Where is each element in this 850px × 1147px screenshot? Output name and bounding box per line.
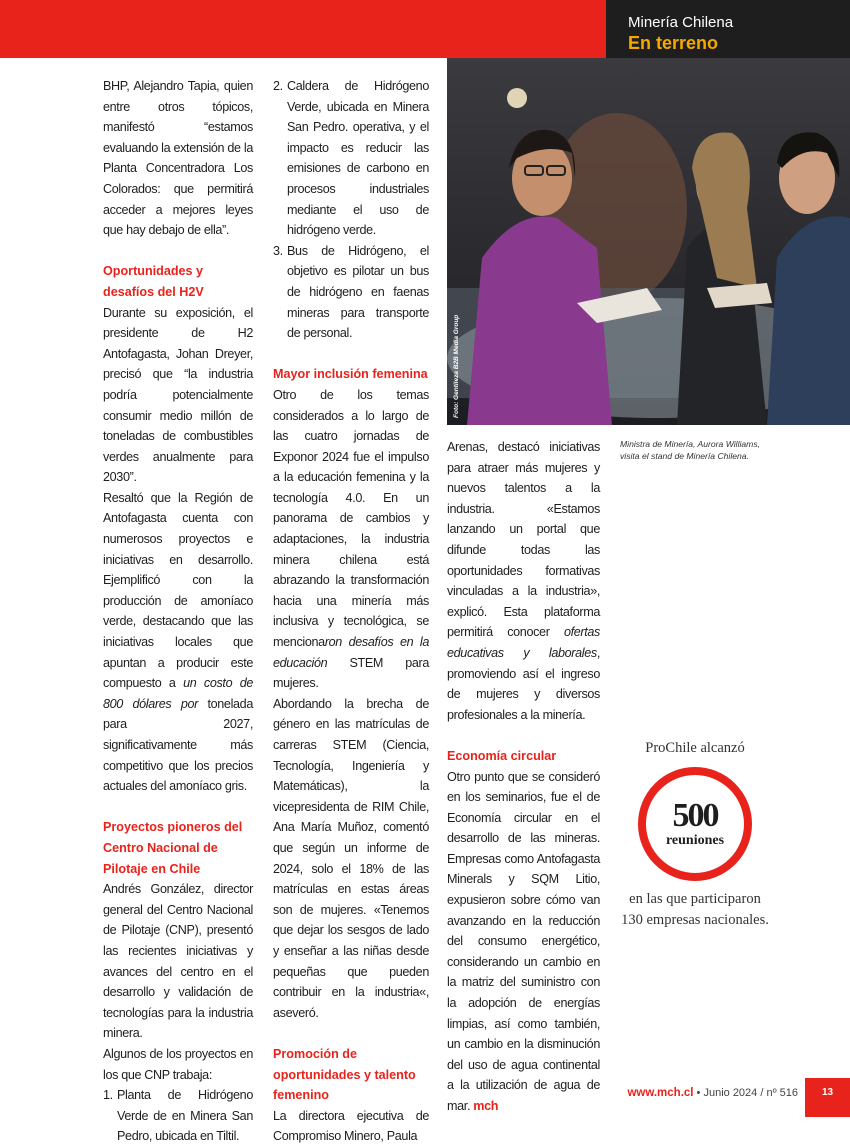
paragraph: Abordando la brecha de género en las matrículas de carreras STEM (Ciencia, Tecnología, Ingeniería y Matemáticas), la vicepresidenta de RIM Chile, Ana María Muñoz, comentó que según un informe de 2024, solo el 18% de las matrículas en estas áreas son de mujeres. «Tenemos que dejar los sesgos de lado y enseñar a las niñas desde pequeñas que pueden contribuir en la industria«, aseveró. [273, 696, 429, 1020]
stat-circle [638, 767, 752, 881]
paragraph: Durante su exposición, el presidente de H2 Antofagasta, Johan Dreyer, precisó que “la industria podría potencialmente consumir medio millón de toneladas de combustibles verdes anualmente para 2030”. [103, 305, 253, 485]
photo-credit: Foto: Gentileza B2B Media Group [453, 314, 460, 418]
column-3 [447, 437, 600, 1117]
stat-sidebar [620, 740, 770, 930]
stat-unit: reuniones [665, 833, 725, 848]
section-heading: Oportunidades y desafíos del H2V [103, 264, 204, 299]
photo-caption: Ministra de Minería, Aurora Williams, visita el stand de Minería Chilena. [620, 439, 761, 461]
project-list [103, 1085, 253, 1147]
paragraph: Andrés González, director general del Centro Nacional de Pilotaje (CNP), presentó las recientes iniciativas y avances del centro en el desarrollo y validación de tecnologías para la industria minera. [103, 882, 253, 1041]
page-number: 13 [805, 1078, 850, 1117]
paragraph: BHP, Alejandro Tapia, quien entre otros tópicos, manifestó “estamos evaluando la extensión de la Planta Concentradora Los Colorados: que permitirá acceder a mejores leyes que hay debajo de ella”. [103, 79, 253, 238]
column-2 [273, 76, 429, 1147]
paragraph: Otro punto que se consideró en los seminarios, fue el de Economía circular en el desarrollo de las mineras. Empresas como Antofagasta Minerals y SQM Litio, expusieron sobre cómo van avanzando en la reducción del consumo energético, considerando un cambio en la matriz del suministro con la adopción de energías limpias, así como también, un cambio en la disminución del uso de agua continental a la utilización de agua de mar. mch [447, 769, 600, 1113]
list-item: 3. Bus de Hidrógeno, el objetivo es pilotar un bus de hidrógeno en faenas mineras para transporte de personal. [273, 243, 429, 341]
stat-description: en las que participaron 130 empresas nacionales. [621, 891, 769, 928]
issue-info: • Junio 2024 / nº 516 [693, 1087, 798, 1099]
section-name: Minería Chilena [628, 14, 734, 31]
paragraph: Arenas, destacó iniciativas para atraer más mujeres y nuevos talentos a la industria. «Estamos lanzando un portal que difunde todas las oportunidades formativas vinculadas a la industria», explicó. Esta plataforma permitirá conocer ofertas educativas y laborales, promoviendo así el ingreso de mujeres y diversos profesionales a la minería. [447, 440, 600, 722]
list-item: 1. Planta de Hidrógeno Verde de en Minera San Pedro, ubicada en Tiltil. [103, 1088, 253, 1144]
section-stripe [600, 0, 606, 58]
section-heading: Economía circular [447, 748, 557, 763]
site-link[interactable]: www.mch.cl [627, 1087, 694, 1099]
footer [627, 1087, 798, 1099]
project-list-continued [273, 76, 429, 344]
section-heading: Mayor inclusión femenina [273, 367, 428, 382]
stat-number: 500 [672, 797, 718, 834]
paragraph: Resaltó que la Región de Antofagasta cuenta con numerosos proyectos e iniciativas en desarrollo. Ejemplificó con la producción de amoníaco verde, destacando que las iniciativas locales que apuntan a producir este compuesto a un costo de 800 dólares por tonelada para 2027, significativamente más competitivo que los precios actuales del amoníaco gris. [103, 490, 254, 794]
photo-illustration [447, 58, 850, 425]
list-item: 2. Caldera de Hidrógeno Verde, ubicada en Minera San Pedro. operativa, y el impacto es reducir las emisiones de carbono en procesos industriales mediante el uso de hidrógeno verde. [273, 79, 429, 238]
section-heading: Proyectos pioneros del Centro Nacional de Pilotaje en Chile [103, 820, 243, 876]
event-photo [447, 58, 850, 425]
section-label-box [600, 0, 850, 58]
paragraph: La directora ejecutiva de Compromiso Minero, Paula [273, 1108, 429, 1144]
paragraph: Otro de los temas considerados a lo largo de las cuatro jornadas de Exponor 2024 fue el impulso a la educación femenina y la tecnología 4.0. En un panorama de cambios y adaptaciones, la industria minera chilena está abrazando la transformación hacia una minería más inclusiva y tecnológica, se mencionaron desafíos en la educación STEM para mujeres. [273, 387, 429, 691]
end-mark: mch [473, 1099, 499, 1113]
stat-intro: ProChile alcanzó [645, 740, 745, 756]
section-heading: Promoción de oportunidades y talento femenino [273, 1046, 416, 1103]
column-1 [103, 76, 253, 1147]
subsection-name: En terreno [628, 33, 719, 53]
paragraph: Algunos de los proyectos en los que CNP trabaja: [103, 1046, 253, 1082]
